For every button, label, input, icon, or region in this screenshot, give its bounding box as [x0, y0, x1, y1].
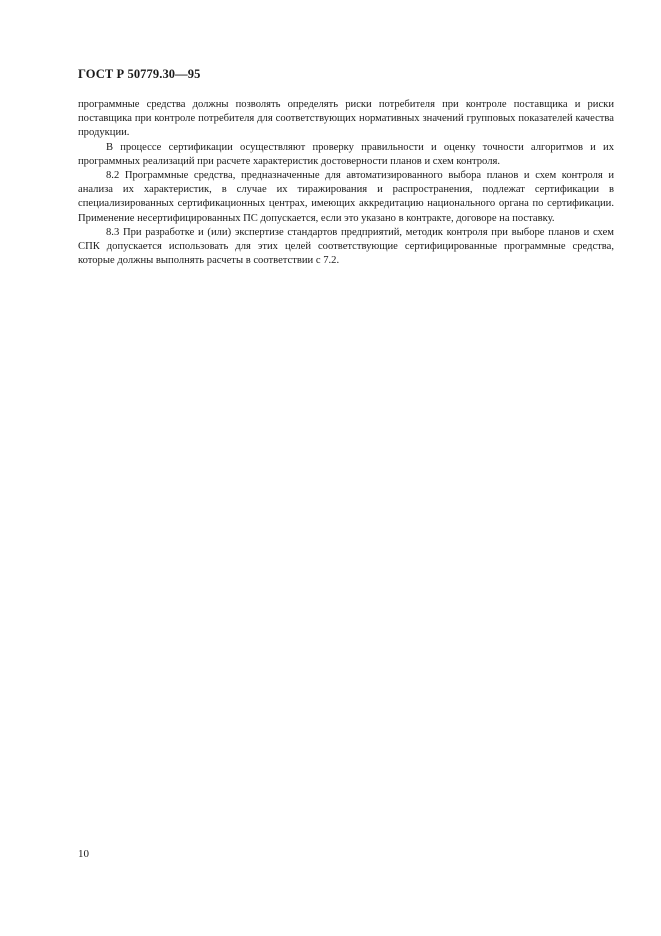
page-header-standard-code: ГОСТ Р 50779.30—95	[78, 67, 201, 81]
paragraph-8-3: 8.3 При разработке и (или) экспертизе стандартов предприятий, методик контроля при выборе планов и схем СПК допускается использовать для этих целей соответствующие сертифицированные программные средства, которые должны выполнять расчеты в соответствии с 7.2.	[78, 226, 614, 267]
paragraph-certification-process: В процессе сертификации осуществляют проверку правильности и оценку точности алгоритмов и их программных реализаций при расчете характеристик достоверности планов и схем контроля.	[78, 141, 614, 167]
page-number: 10	[78, 848, 89, 860]
paragraph-8-2: 8.2 Программные средства, предназначенные для автоматизированного выбора планов и схем контроля и анализа их характеристик, в случае их тиражирования и распространения, подлежат сертификации в специализированных сертификационных центрах, имеющих аккредитацию национального органа по сертификации. Применение несертифицированных ПС допускается, если это указано в контракте, договоре на поставку.	[78, 170, 614, 224]
body-text	[78, 98, 614, 268]
paragraph-continuation: программные средства должны позволять определять риски потребителя при контроле поставщика и риски поставщика при контроле потребителя для соответствующих нормативных значений групповых показателей качества продукции.	[78, 99, 614, 139]
